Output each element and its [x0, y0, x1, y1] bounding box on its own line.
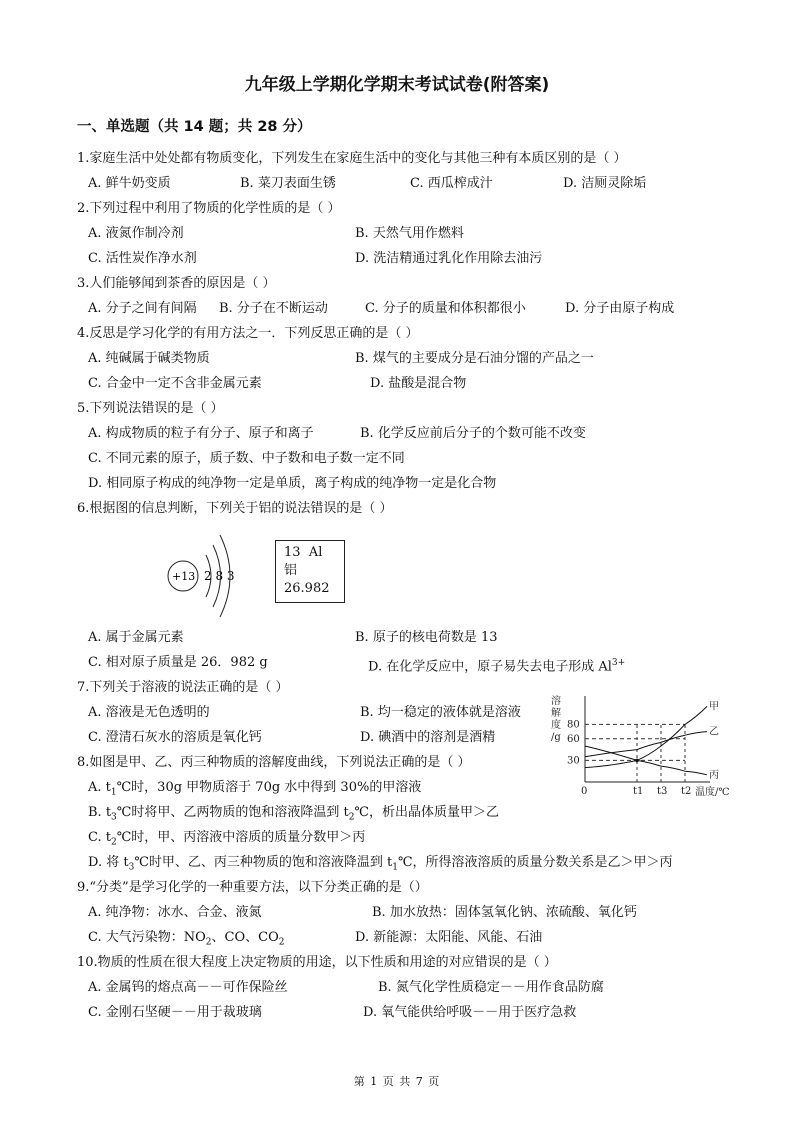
q5-option-d: D. 相同原子构成的纯净物一定是单质，离子构成的纯净物一定是化合物	[88, 476, 497, 491]
x-axis-label: 温度/℃	[695, 787, 730, 798]
q8-b-mid: ℃时将甲、乙两物质的饱和溶液降温到 t	[116, 805, 349, 820]
y-axis-label	[551, 694, 561, 743]
x-tick-2: t3	[657, 786, 668, 797]
q9-c-sub1: 2	[205, 937, 212, 948]
q8-b-pre: B. t	[88, 805, 112, 820]
q9-option-c	[88, 929, 284, 952]
x-tick-0: 0	[581, 786, 588, 797]
q1-option-b: B. 菜刀表面生锈	[240, 176, 336, 191]
series-line-1	[585, 732, 707, 757]
q6-option-c: C. 相对原子质量是 26．982 g	[88, 655, 268, 670]
document-title: 九年级上学期化学期末考试试卷(附答案)	[244, 75, 550, 95]
chart-y-ticks	[567, 719, 580, 766]
q4-option-c: C. 合金中一定不含非金属元素	[88, 376, 262, 391]
y-label-char-2: 解	[551, 708, 561, 719]
q7-option-c: C. 澄清石灰水的溶质是氧化钙	[88, 730, 262, 745]
q6-option-d-charge: 3+	[611, 658, 626, 668]
question-7-stem: 7.下列关于溶液的说法正确的是（ ）	[77, 680, 289, 695]
y-label-char-1: 溶	[551, 696, 561, 707]
series-label-2: 丙	[709, 769, 719, 781]
q8-a-pre: A. t	[88, 780, 111, 795]
q2-option-b: B. 天然气用作燃料	[355, 226, 464, 241]
q6-option-d-text: D. 在化学反应中，原子易失去电子形成 Al	[368, 659, 612, 675]
q8-d-post: ℃，所得溶液溶质的质量分数关系是乙＞甲＞丙	[397, 855, 673, 870]
q10-option-c: C. 金刚石坚硬－－用于裁玻璃	[88, 1005, 262, 1020]
chart-series-group	[585, 700, 719, 780]
q7-option-d: D. 碘酒中的溶剂是酒精	[360, 730, 496, 745]
q9-option-d: D. 新能源：太阳能、风能、石油	[355, 930, 543, 945]
question-9-stem: 9.“分类”是学习化学的一种重要方法，以下分类正确的是（）	[77, 880, 428, 895]
solubility-curve-chart	[545, 690, 745, 800]
q8-option-d	[88, 854, 673, 877]
question-4-stem: 4.反思是学习化学的有用方法之一．下列反思正确的是（ ）	[77, 326, 419, 341]
q9-option-a: A. 纯净物：冰水、合金、液氮	[88, 905, 262, 920]
y-tick-80: 80	[567, 719, 580, 731]
series-line-0	[585, 706, 707, 767]
q5-option-a: A. 构成物质的粒子有分子、原子和离子	[88, 426, 314, 441]
question-1-stem: 1.家庭生活中处处都有物质变化，下列发生在家庭生活中的变化与其他三种有本质区别的是（ ）	[77, 151, 627, 166]
q8-c-sub: 2	[110, 837, 117, 848]
q4-option-b: B. 煤气的主要成分是石油分馏的产品之一	[355, 351, 594, 366]
q4-option-d: D. 盐酸是混合物	[370, 376, 467, 391]
q9-c-mid: 、CO、CO	[211, 930, 279, 945]
x-tick-3: t2	[681, 786, 692, 797]
element-mass: 26.982	[284, 581, 330, 596]
x-tick-1: t1	[633, 786, 644, 797]
q10-option-d: D. 氧气能供给呼吸－－用于医疗急救	[363, 1005, 577, 1020]
q1-option-d: D. 洁厕灵除垢	[563, 176, 647, 191]
series-line-2	[585, 746, 707, 775]
q5-option-b: B. 化学反应前后分子的个数可能不改变	[360, 426, 586, 441]
y-label-char-3: 度	[551, 720, 561, 731]
q8-option-b	[88, 804, 499, 827]
electron-shells: 2 8 3	[204, 569, 235, 583]
q8-d-mid: ℃时甲、乙、丙三种物质的饱和溶液降温到 t	[134, 855, 393, 870]
q2-option-d: D. 洗洁精通过乳化作用除去油污	[355, 251, 543, 266]
q8-a-post: ℃时，30g 甲物质溶于 70g 水中得到 30%的甲溶液	[116, 780, 422, 795]
y-tick-30: 30	[567, 755, 580, 767]
q8-option-c	[88, 829, 365, 852]
q9-c-sub2: 2	[278, 937, 285, 948]
q8-option-a	[88, 779, 421, 802]
q8-d-sub2: 1	[392, 862, 398, 873]
aluminum-atom-structure-diagram	[160, 527, 250, 617]
question-6-stem: 6.根据图的信息判断，下列关于铝的说法错误的是（ ）	[77, 501, 393, 516]
q1-option-c: C. 西瓜榨成汁	[410, 176, 493, 191]
q10-option-b: B. 氮气化学性质稳定－－用作食品防腐	[378, 980, 604, 995]
q5-option-c: C. 不同元素的原子，质子数、中子数和电子数一定不同	[88, 451, 405, 466]
q3-option-d: D. 分子由原子构成	[565, 301, 675, 316]
q8-c-pre: C. t	[88, 830, 111, 845]
q6-option-d	[368, 654, 625, 676]
question-2-stem: 2.下列过程中利用了物质的化学性质的是（ ）	[77, 201, 341, 216]
intersection-point	[635, 759, 639, 763]
q8-c-post: ℃时，甲、丙溶液中溶质的质量分数甲＞丙	[116, 830, 366, 845]
chart-guide-lines	[585, 724, 685, 782]
periodic-table-cell	[275, 540, 345, 603]
q8-d-sub: 3	[128, 862, 135, 873]
q9-c-pre: C. 大气污染物：NO	[88, 930, 206, 945]
q3-option-c: C. 分子的质量和体积都很小	[365, 301, 526, 316]
q1-option-a: A. 鲜牛奶变质	[88, 176, 171, 191]
q8-d-pre: D. 将 t	[88, 855, 129, 870]
q10-option-a: A. 金属钨的熔点高－－可作保险丝	[88, 980, 288, 995]
question-10-stem: 10.物质的性质在很大程度上决定物质的用途，以下性质和用途的对应错误的是（ ）	[77, 955, 557, 970]
question-5-stem: 5.下列说法错误的是（ ）	[77, 401, 224, 416]
q8-b-sub: 3	[111, 812, 117, 823]
q2-option-a: A. 液氮作制冷剂	[88, 226, 184, 241]
q8-a-sub: 1	[110, 787, 117, 798]
q6-option-a: A. 属于金属元素	[88, 630, 184, 645]
q8-b-post: ℃，析出晶体质量甲＞乙	[354, 805, 499, 820]
q7-option-b: B. 均一稳定的液体就是溶液	[360, 705, 521, 720]
nucleus-charge: +13	[172, 570, 196, 583]
question-3-stem: 3.人们能够闻到茶香的原因是（ ）	[77, 276, 276, 291]
section-heading: 一、单选题（共 14 题；共 28 分）	[77, 119, 312, 135]
q3-option-a: A. 分子之间有间隔	[88, 301, 197, 316]
q9-option-b: B. 加水放热：固体氢氧化钠、浓硫酸、氧化钙	[372, 905, 637, 920]
chart-x-ticks	[581, 786, 691, 797]
q3-option-b: B. 分子在不断运动	[219, 301, 328, 316]
element-name: 铝	[284, 563, 298, 578]
series-label-1: 乙	[709, 726, 719, 738]
q2-option-c: C. 活性炭作净水剂	[88, 251, 197, 266]
y-label-char-4: /g	[551, 732, 561, 743]
q7-option-a: A. 溶液是无色透明的	[88, 705, 210, 720]
q8-b-sub2: 2	[348, 812, 355, 823]
page-footer: 第 1 页 共 7 页	[353, 1075, 441, 1088]
series-label-0: 甲	[709, 701, 719, 713]
element-number-symbol: 13 Al	[284, 545, 323, 560]
y-tick-60: 60	[567, 733, 580, 745]
q4-option-a: A. 纯碱属于碱类物质	[88, 351, 210, 366]
q6-option-b: B. 原子的核电荷数是 13	[355, 630, 498, 645]
question-8-stem: 8.如图是甲、乙、丙三种物质的溶解度曲线，下列说法正确的是（ ）	[77, 755, 471, 770]
